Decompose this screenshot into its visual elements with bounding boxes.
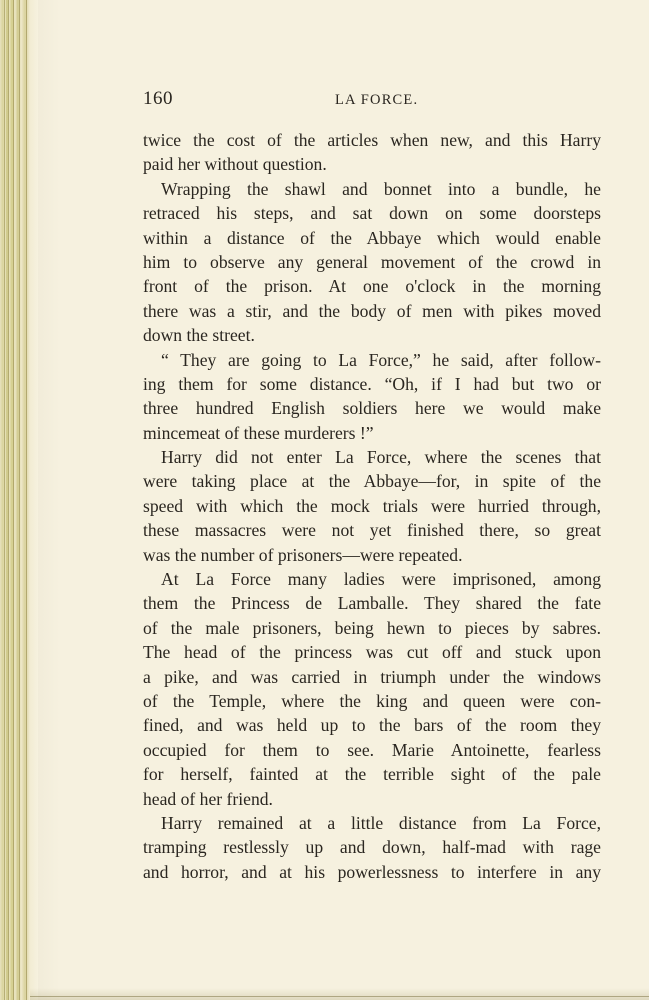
text-line: fined, and was held up to the bars of the room they: [143, 715, 601, 736]
text-line: speed with which the mock trials were hurried through,: [143, 495, 601, 516]
text-line: down the street.: [143, 325, 255, 346]
page-number: 160: [143, 88, 173, 109]
gutter-rule: [26, 0, 27, 1000]
text-line: of the Temple, where the king and queen were con-: [143, 690, 601, 711]
text-line: At La Force many ladies were imprisoned, among: [161, 569, 601, 590]
text-line: these massacres were not yet finished there, so great: [143, 520, 601, 541]
gutter-rule: [19, 0, 20, 1000]
text-line: was the number of prisoners—were repeated.: [143, 544, 463, 565]
gutter-rule: [4, 0, 5, 1000]
text-line: of the male prisoners, being hewn to pieces by sabres.: [143, 617, 601, 638]
text-line: him to observe any general movement of the crowd in: [143, 251, 601, 272]
page-bottom-edge: [30, 996, 649, 997]
gutter-rule: [8, 0, 9, 1000]
page-bottom-shadow: [30, 988, 649, 1000]
gutter-rule: [13, 0, 14, 1000]
body-text: [143, 128, 601, 884]
text-line: and horror, and at his powerlessness to interfere in any: [143, 861, 601, 882]
text-line: front of the prison. At one o'clock in the morning: [143, 276, 601, 297]
text-line: for herself, fainted at the terrible sight of the pale: [143, 764, 601, 785]
text-line: tramping restlessly up and down, half-mad with rage: [143, 837, 601, 858]
text-line: within a distance of the Abbaye which would enable: [143, 227, 601, 248]
text-line: Harry did not enter La Force, where the scenes that: [161, 447, 601, 468]
text-line: mincemeat of these murderers !”: [143, 422, 374, 443]
text-line: three hundred English soldiers here we would make: [143, 398, 601, 419]
text-line: head of her friend.: [143, 788, 273, 809]
binding-gutter: [0, 0, 38, 1000]
text-line: Wrapping the shawl and bonnet into a bundle, he: [161, 178, 601, 199]
running-head: LA FORCE.: [335, 92, 419, 108]
text-line: occupied for them to see. Marie Antoinette, fearless: [143, 739, 601, 760]
text-line: The head of the princess was cut off and stuck upon: [143, 642, 601, 663]
text-line: twice the cost of the articles when new, and this Harry: [143, 130, 601, 150]
text-line: there was a stir, and the body of men with pikes moved: [143, 300, 601, 321]
text-line: Harry remained at a little distance from La Force,: [161, 812, 601, 833]
text-line: them the Princess de Lamballe. They shared the fate: [143, 593, 601, 614]
text-line: retraced his steps, and sat down on some doorsteps: [143, 203, 601, 224]
text-line: ing them for some distance. “Oh, if I had but two or: [143, 373, 601, 394]
text-line: paid her without question.: [143, 154, 327, 175]
text-line: a pike, and was carried in triumph under the windows: [143, 666, 601, 687]
text-line: were taking place at the Abbaye—for, in spite of the: [143, 471, 601, 492]
text-line: “ They are going to La Force,” he said, after follow-: [161, 349, 601, 370]
page-header: [143, 88, 613, 112]
